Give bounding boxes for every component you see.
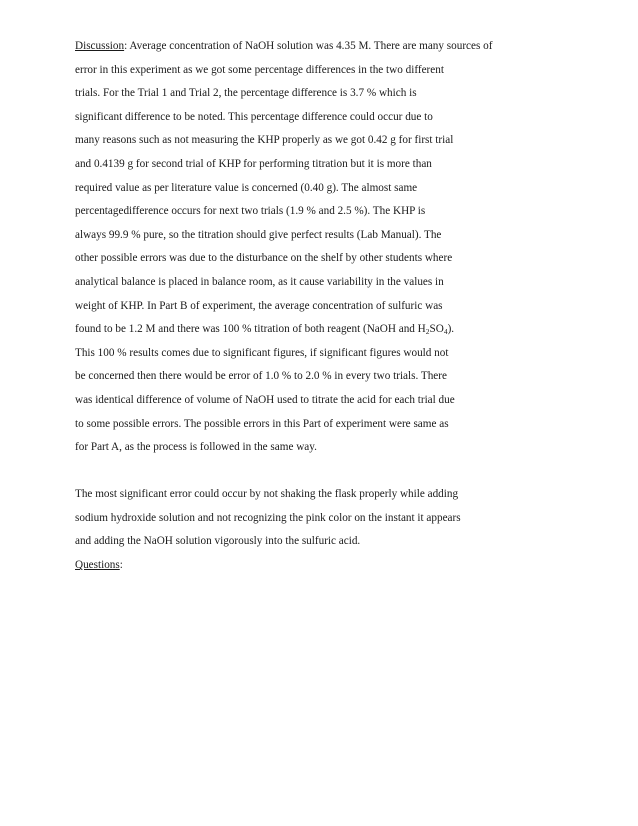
subscript-2: 2 <box>425 327 430 337</box>
paragraph-line: trials. For the Trial 1 and Trial 2, the percentage difference is 3.7 % which is <box>75 87 417 100</box>
paragraph-line: sodium hydroxide solution and not recognizing the pink color on the instant it appears <box>75 511 461 524</box>
document-body <box>75 35 575 578</box>
discussion-heading: Discussion <box>75 40 125 52</box>
paragraph-line: and 0.4139 g for second trial of KHP for performing titration but it is more than <box>75 157 432 170</box>
paragraph-spacer <box>75 460 575 484</box>
paragraph-line: for Part A, as the process is followed in the same way. <box>75 441 317 454</box>
paragraph-line: many reasons such as not measuring the KHP properly as we got 0.42 g for first trial <box>75 134 454 147</box>
questions-heading: Questions <box>75 559 120 572</box>
paragraph-line: always 99.9 % pure, so the titration should give perfect results (Lab Manual). The <box>75 228 442 241</box>
paragraph-line: analytical balance is placed in balance room, as it cause variability in the values in <box>75 275 444 288</box>
paragraph-line: significant difference to be noted. This percentage difference could occur due to <box>75 110 433 123</box>
paragraph-line: weight of KHP. In Part B of experiment, the average concentration of sulfuric was <box>75 299 443 312</box>
paragraph-line: error in this experiment as we got some percentage differences in the two different <box>75 63 444 76</box>
paragraph-line: This 100 % results comes due to significant figures, if significant figures would not <box>75 346 449 359</box>
paragraph-line: The most significant error could occur by not shaking the flask properly while adding <box>75 488 459 501</box>
paragraph-line: was identical difference of volume of NaOH used to titrate the acid for each trial due <box>75 393 455 406</box>
paragraph-line: to some possible errors. The possible errors in this Part of experiment were same as <box>75 417 449 430</box>
formula-line-suffix: ). <box>447 323 455 336</box>
paragraph-line: required value as per literature value is concerned (0.40 g). The almost same <box>75 181 418 194</box>
paragraph-line: other possible errors was due to the disturbance on the shelf by other students where <box>75 252 453 265</box>
questions-colon: : <box>119 559 123 572</box>
discussion-first-line <box>75 35 575 59</box>
paragraph-line: percentagedifference occurs for next two trials (1.9 % and 2.5 %). The KHP is <box>75 205 426 218</box>
paragraph-line: be concerned then there would be error of 1.0 % to 2.0 % in every two trials. There <box>75 370 447 383</box>
formula-line-mid: SO <box>429 323 444 336</box>
formula-line <box>75 318 575 342</box>
questions-line <box>75 554 575 578</box>
formula-line-prefix: found to be 1.2 M and there was 100 % titration of both reagent (NaOH and H <box>75 323 426 336</box>
paragraph-line: and adding the NaOH solution vigorously into the sulfuric acid. <box>75 535 361 548</box>
subscript-4: 4 <box>443 327 448 337</box>
discussion-line-text: : Average concentration of NaOH solution was 4.35 M. There are many sources of <box>124 40 493 52</box>
